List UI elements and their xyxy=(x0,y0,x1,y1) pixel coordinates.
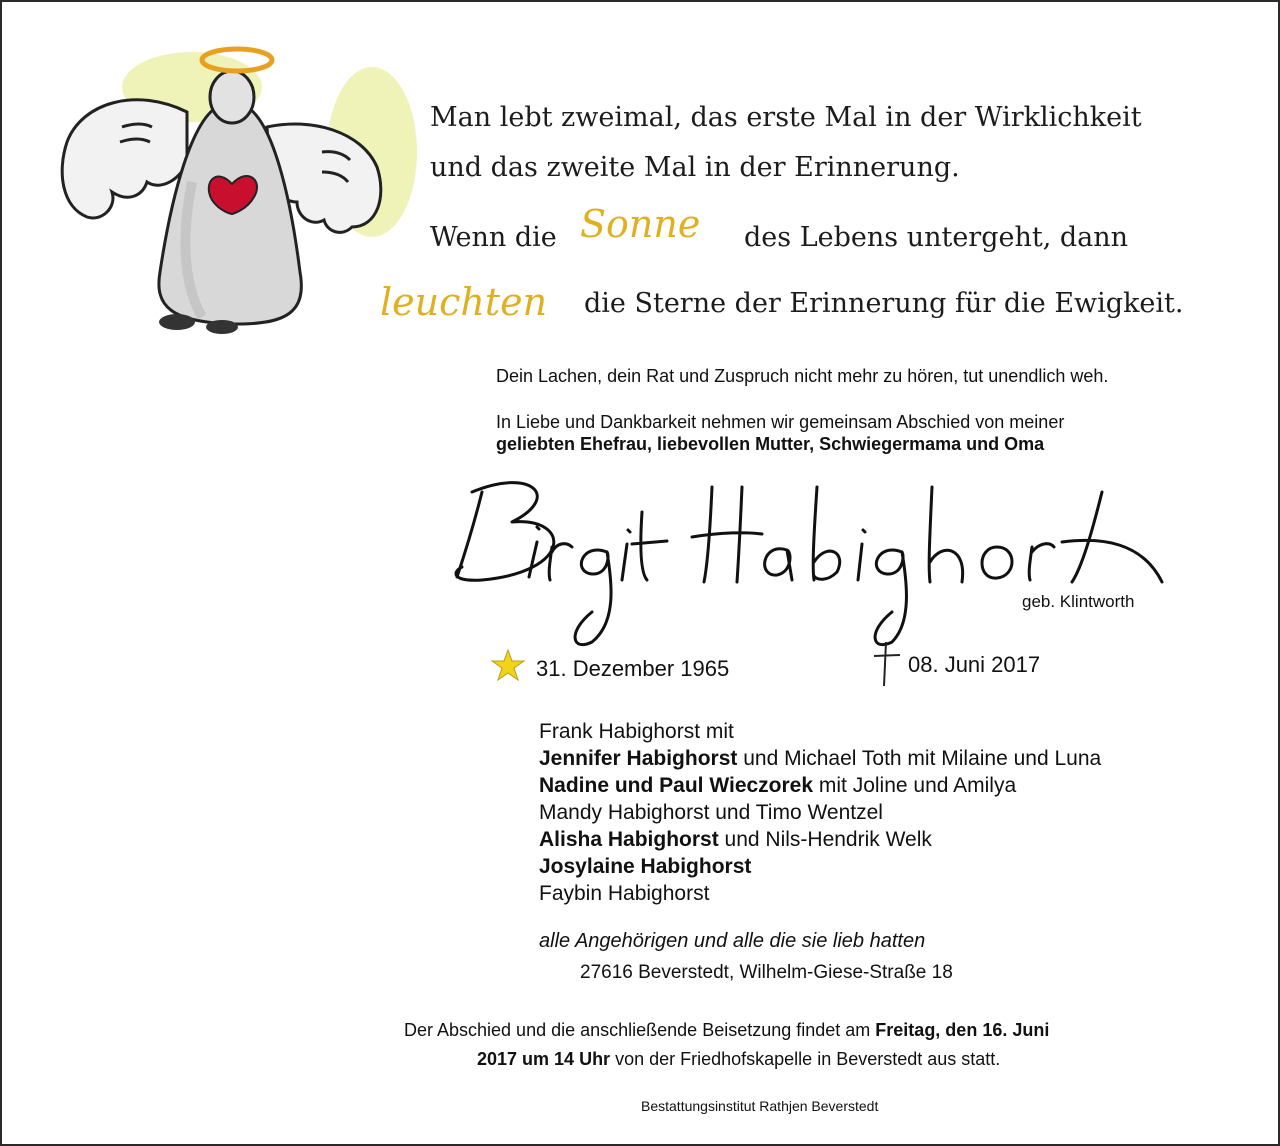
family-line: Mandy Habighorst und Timo Wentzel xyxy=(539,801,883,824)
funeral-line-2: 2017 um 14 Uhr von der Friedhofskapelle in Beverstedt aus statt. xyxy=(477,1049,1001,1069)
address: 27616 Beverstedt, Wilhelm-Giese-Straße 18 xyxy=(580,962,953,983)
angel-illustration xyxy=(42,32,422,342)
family-line: Frank Habighorst mit xyxy=(539,720,734,743)
undertaker: Bestattungsinstitut Rathjen Beverstedt xyxy=(641,1098,879,1114)
family-line: Jennifer Habighorst und Michael Toth mit Milaine und Luna xyxy=(539,747,1102,770)
intro-line-2: In Liebe und Dankbarkeit nehmen wir gemeinsam Abschied von meiner xyxy=(496,412,1065,432)
relatives-line: alle Angehörigen und alle die sie lieb hatten xyxy=(539,930,926,952)
birth-date: 31. Dezember 1965 xyxy=(536,656,730,681)
star-icon xyxy=(490,648,526,682)
funeral-line-1: Der Abschied und die anschließende Beisetzung findet am Freitag, den 16. Juni xyxy=(404,1020,1050,1040)
death-date: 08. Juni 2017 xyxy=(908,652,1041,677)
family-line: Faybin Habighorst xyxy=(539,882,710,905)
family-line: Nadine und Paul Wieczorek mit Joline und Amilya xyxy=(539,774,1017,797)
intro-line-3: geliebten Ehefrau, liebevollen Mutter, Schwiegermama und Oma xyxy=(496,434,1045,454)
family-list xyxy=(539,718,1101,907)
name-signature xyxy=(442,472,1182,672)
family-line: Alisha Habighorst und Nils-Hendrik Welk xyxy=(539,828,932,851)
quote-line-3-end: des Lebens untergeht, dann xyxy=(744,222,1129,253)
quote-line-2: und das zweite Mal in der Erinnerung. xyxy=(430,152,960,183)
quote-handwritten-sonne: Sonne xyxy=(580,202,701,246)
quote-line-3-start: Wenn die xyxy=(430,222,557,253)
quote-line-1: Man lebt zweimal, das erste Mal in der Wirklichkeit xyxy=(430,102,1142,133)
family-line: Josylaine Habighorst xyxy=(539,855,752,878)
intro-line-1: Dein Lachen, dein Rat und Zuspruch nicht mehr zu hören, tut unendlich weh. xyxy=(496,366,1109,386)
cross-icon xyxy=(872,640,902,688)
quote-handwritten-leuchten: leuchten xyxy=(380,280,548,324)
birth-name: geb. Klintworth xyxy=(1022,592,1135,611)
quote-line-4: die Sterne der Erinnerung für die Ewigkeit. xyxy=(584,288,1184,319)
